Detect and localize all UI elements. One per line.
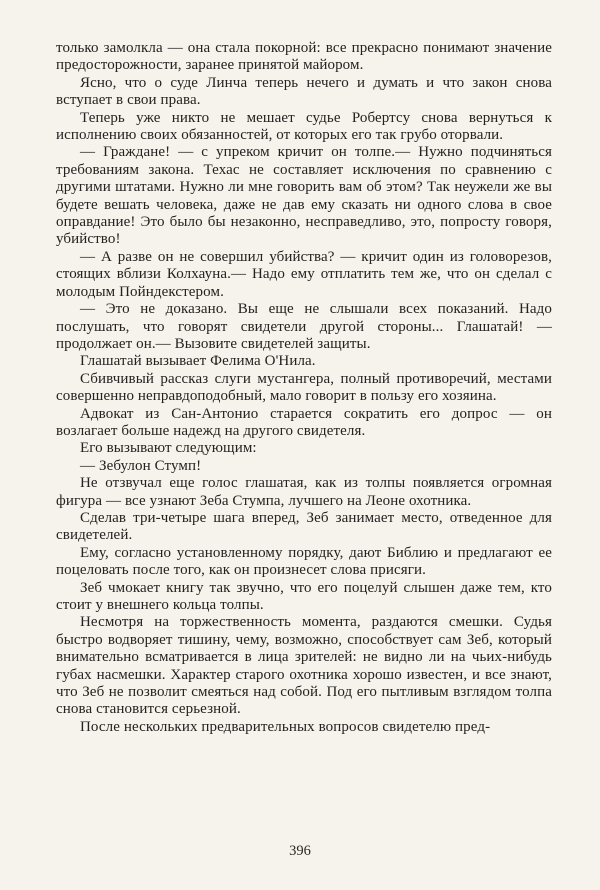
paragraph: Его вызывают следующим:	[80, 440, 257, 457]
paragraph: После нескольких предварительных вопросов свидетелю пред-	[80, 718, 491, 735]
paragraph: Зеб чмокает книгу так звучно, что его поцелуй слышен даже тем, кто стоит у внешнего кольца толпы.	[56, 579, 552, 613]
paragraph: Ему, согласно установленному порядку, дают Библию и предлагают ее поцеловать после того, как он произнесет слова присяги.	[56, 544, 552, 579]
paragraph: — Это не доказано. Вы еще не слышали всех показаний. Надо послушать, что говорят свидетели другой стороны... Глашатай! — продолжает он.— Вызовите свидетелей защиты.	[56, 301, 552, 352]
paragraph: Не отзвучал еще голос глашатая, как из толпы появляется огромная фигура — все узнают Зеба Стумпа, лучшего на Леоне охотника.	[56, 475, 552, 509]
paragraph: Сделав три-четыре шага вперед, Зеб занимает место, отведенное для свидетелей.	[56, 509, 552, 544]
paragraph: — Зебулон Стумп!	[80, 457, 202, 474]
paragraph: только замолкла — она стала покорной: все прекрасно понимают значение предосторожности, заранее принятой майором.	[56, 40, 552, 74]
paragraph: — А разве он не совершил убийства? — кричит один из головорезов, стоящих вблизи Колхауна.— Надо ему отплатить тем же, что он сделал с молодым Пойндекстером.	[56, 248, 552, 300]
paragraph: Теперь уже никто не мешает судье Робертсу снова вернуться к исполнению своих обязанностей, от которых его так грубо оторвали.	[56, 109, 552, 144]
paragraph: Глашатай вызывает Фелима О'Нила.	[80, 353, 316, 370]
paragraph: Ясно, что о суде Линча теперь нечего и думать и что закон снова вступает в свои права.	[56, 74, 552, 109]
page-text	[56, 40, 552, 736]
paragraph: Адвокат из Сан-Антонио старается сократить его допрос — он возлагает больше надежд на другого свидетеля.	[56, 405, 552, 439]
page-number: 396	[289, 843, 311, 859]
paragraph: — Граждане! — с упреком кричит он толпе.— Нужно подчиняться требованиям закона. Техас не составляет исключения по сравнению с другими штатами. Нужно ли мне говорить вам об этом? Так неужели же вы будете вешать человека, даже не дав ему сказать ни одного слова в свое оправдание! Это было бы незаконно, несправедливо, это, попросту говоря, убийство!	[56, 144, 552, 248]
paragraph: Несмотря на торжественность момента, раздаются смешки. Судья быстро водворяет тишину, чему, возможно, способствует сам Зеб, который внимательно всматривается в лица зрителей: не видно ли на чьих-нибудь губах насмешки. Характер старого охотника хорошо известен, и все знают, что Зеб не позволит смеяться над собой. Под его пытливым взглядом толпа снова становится серьезной.	[56, 614, 552, 718]
paragraph: Сбивчивый рассказ слуги мустангера, полный противоречий, местами совершенно неправдоподобный, мало говорит в пользу его хозяина.	[56, 370, 552, 405]
